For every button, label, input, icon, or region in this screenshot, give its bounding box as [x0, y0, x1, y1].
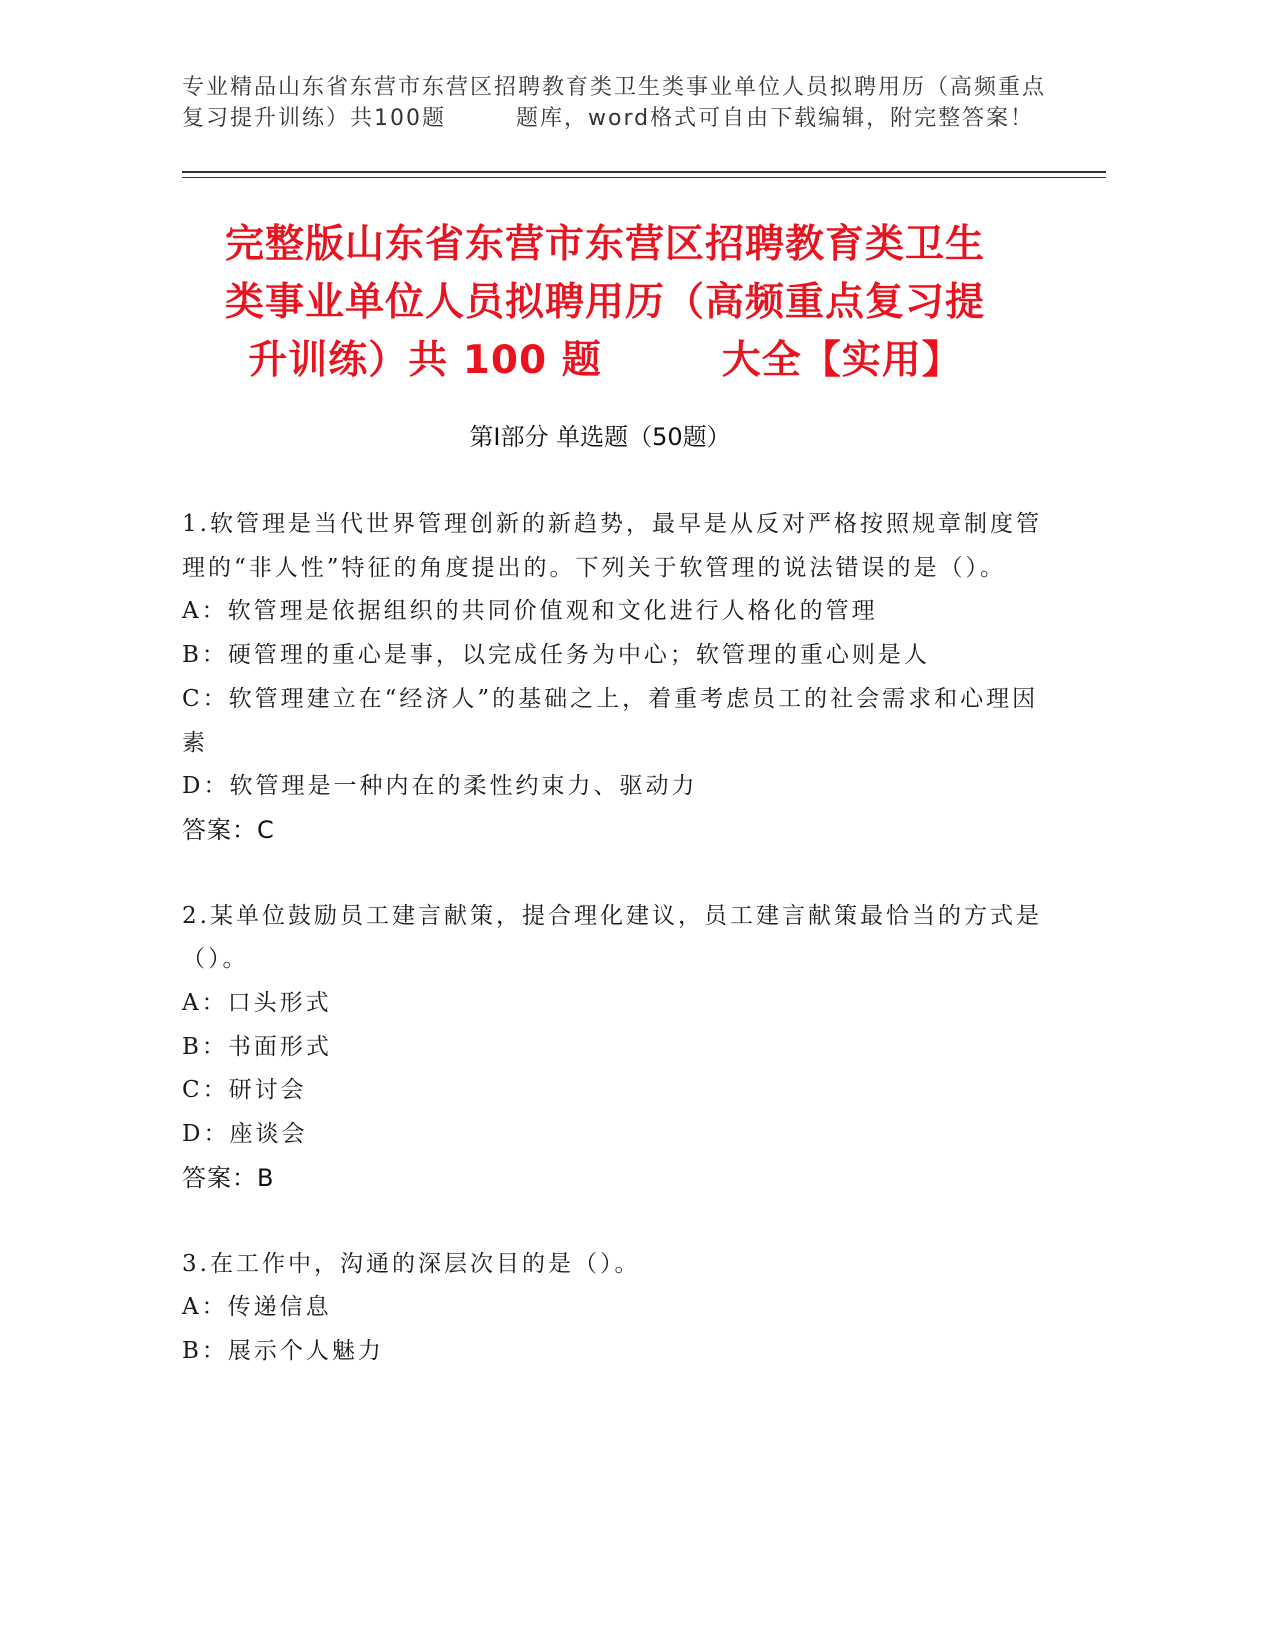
option-d: D：软管理是一种内在的柔性约束力、驱动力 — [182, 773, 698, 800]
option-a: A：传递信息 — [182, 1294, 332, 1321]
option-a: A：口头形式 — [182, 990, 332, 1017]
header-line-2 — [182, 103, 1062, 134]
document-title — [150, 216, 1060, 390]
title-line-3-right: 大全【实用】 — [721, 338, 962, 383]
title-line-3-left: 升训练）共 100 题 — [248, 338, 602, 383]
title-line-2: 类事业单位人员拟聘用历（高频重点复习提 — [224, 280, 985, 325]
option-d: D：座谈会 — [182, 1121, 308, 1148]
title-line-3 — [150, 332, 1060, 390]
option-b: B：书面形式 — [182, 1033, 332, 1060]
answer: 答案：C — [182, 815, 275, 844]
option-a: A：软管理是依据组织的共同价值观和文化进行人格化的管理 — [182, 598, 878, 625]
question-list — [182, 503, 1042, 1416]
section-title: 第Ⅰ部分 单选题（50题） — [469, 423, 731, 451]
answer: 答案：B — [182, 1163, 275, 1192]
question-stem: 3.在工作中，沟通的深层次目的是（）。 — [182, 1250, 641, 1277]
header-divider-thick — [182, 171, 1106, 173]
question-stem: 2.某单位鼓励员工建言献策，提合理化建议，员工建言献策最恰当的方式是（）。 — [182, 902, 1042, 973]
option-c: C：软管理建立在“经济人”的基础之上，着重考虑员工的社会需求和心理因素 — [182, 685, 1039, 756]
header-divider-thin — [182, 177, 1106, 178]
page-header — [182, 72, 1062, 134]
question-1 — [182, 503, 1042, 853]
header-line-1: 专业精品山东省东营市东营区招聘教育类卫生类事业单位人员拟聘用历（高频重点 — [182, 75, 1047, 100]
option-b: B：展示个人魅力 — [182, 1337, 384, 1364]
title-line-1: 完整版山东省东营市东营区招聘教育类卫生 — [224, 222, 985, 267]
question-2 — [182, 895, 1042, 1201]
question-stem: 1.软管理是当代世界管理创新的新趋势，最早是从反对严格按照规章制度管理的“非人性”特征的角度提出的。下列关于软管理的说法错误的是（）。 — [182, 511, 1042, 581]
header-line-2-left: 复习提升训练）共100题 — [182, 106, 446, 131]
header-line-2-right: 题库，word格式可自由下载编辑，附完整答案！ — [516, 106, 1035, 131]
option-c: C：研讨会 — [182, 1077, 307, 1104]
question-3 — [182, 1243, 1042, 1374]
option-b: B：硬管理的重心是事，以完成任务为中心；软管理的重心则是人 — [182, 642, 930, 669]
